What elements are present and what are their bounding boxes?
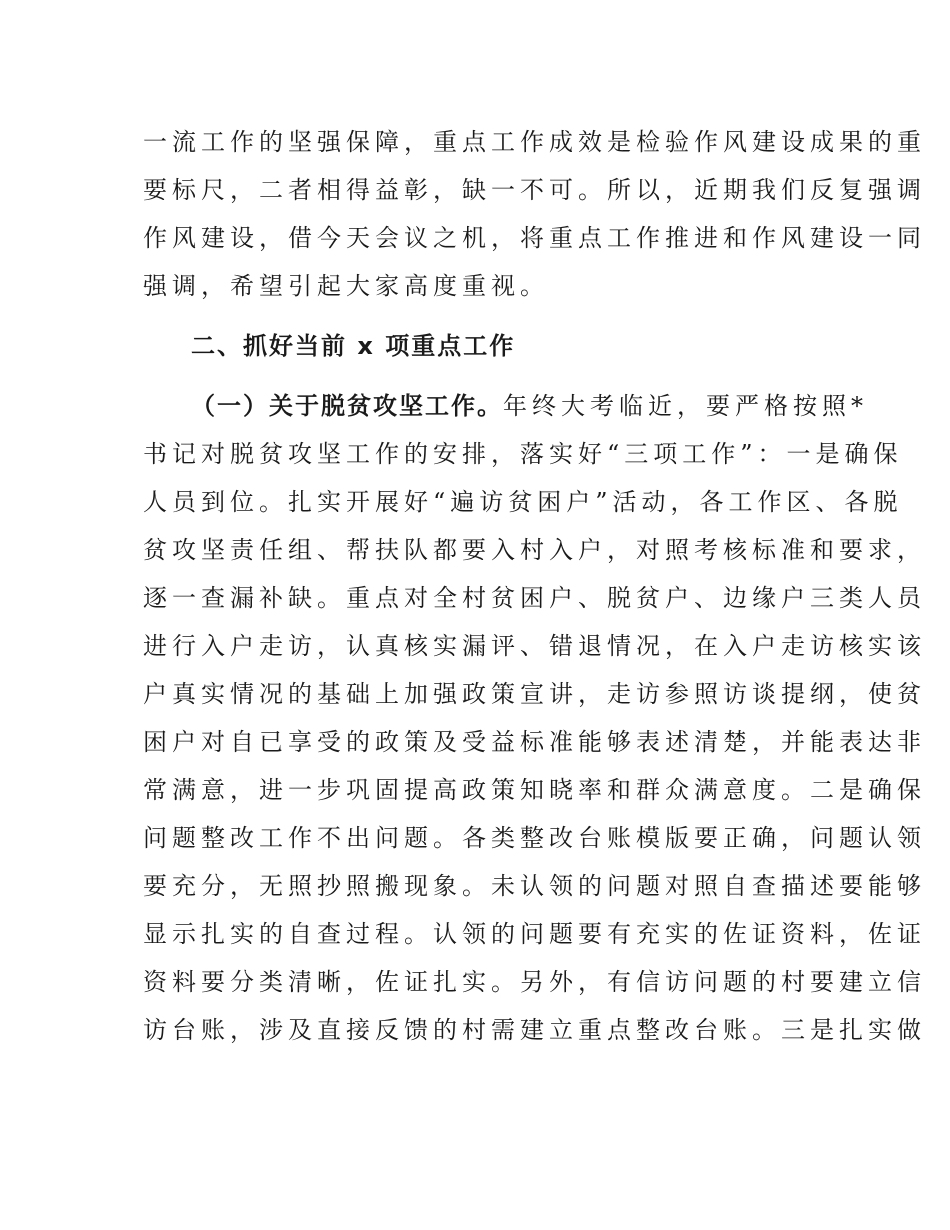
- text-line: 困户对自已享受的政策及受益标准能够表述清楚，并能表达非: [143, 728, 926, 756]
- text-line: 访台账，涉及直接反馈的村需建立重点整改台账。三是扎实做: [143, 1016, 926, 1044]
- text-line: 强调，希望引起大家高度重视。: [143, 272, 549, 300]
- text-line: 贫攻坚责任组、帮扶队都要入村入户，对照考核标准和要求，: [143, 536, 926, 564]
- text-line: 显示扎实的自查过程。认领的问题要有充实的佐证资料，佐证: [143, 920, 926, 948]
- paragraph-poverty-alleviation: [143, 382, 926, 1054]
- subsection-heading: （一）关于脱贫攻坚工作。: [191, 392, 503, 420]
- text-line: 逐一查漏补缺。重点对全村贫困户、脱贫户、边缘户三类人员: [143, 584, 926, 612]
- text-line: 要充分，无照抄照搬现象。未认领的问题对照自查描述要能够: [143, 872, 926, 900]
- text-line: 书记对脱贫攻坚工作的安排，落实好“三项工作”：一是确保: [143, 440, 903, 468]
- text-line: 资料要分类清晰，佐证扎实。另外，有信访问题的村要建立信: [143, 968, 926, 996]
- text-line: 要标尺，二者相得益彰，缺一不可。所以，近期我们反复强调: [143, 176, 926, 204]
- text-line: 一流工作的坚强保障，重点工作成效是检验作风建设成果的重: [143, 128, 926, 156]
- text-line: 进行入户走访，认真核实漏评、错退情况，在入户走访核实该: [143, 632, 926, 660]
- text-line: 作风建设，借今天会议之机，将重点工作推进和作风建设一同: [143, 224, 926, 252]
- text-line: 户真实情况的基础上加强政策宣讲，走访参照访谈提纲，使贫: [143, 680, 926, 708]
- text-line: 人员到位。扎实开展好“遍访贫困户”活动，各工作区、各脱: [143, 488, 903, 516]
- document-body: [143, 118, 926, 1054]
- text-line-first: [143, 382, 868, 430]
- paragraph-section-one-tail: [143, 118, 926, 310]
- section-heading: 二、抓好当前 x 项重点工作: [191, 332, 516, 360]
- text-line: 问题整改工作不出问题。各类整改台账模版要正确，问题认领: [143, 824, 926, 852]
- text-line-continuation: 年终大考临近，要严格按照*: [503, 392, 868, 420]
- text-line: 常满意，进一步巩固提高政策知晓率和群众满意度。二是确保: [143, 776, 926, 804]
